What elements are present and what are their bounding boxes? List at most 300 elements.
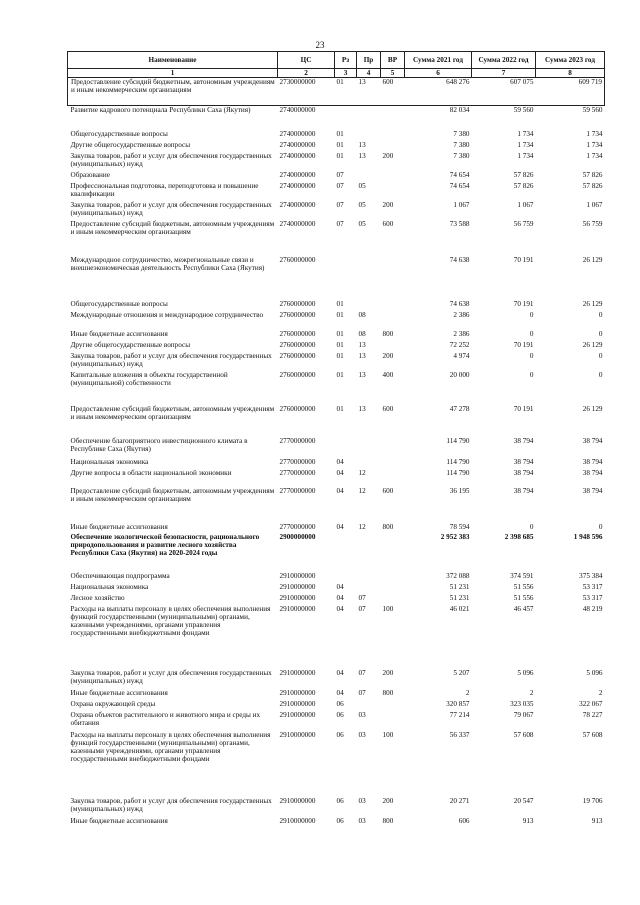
row-vr: [381, 141, 405, 152]
row-cs: 2910000000: [279, 582, 316, 591]
row-sum-2023: 38 794: [582, 468, 603, 477]
row-rz: 04: [336, 582, 344, 591]
row-name: Национальная экономика: [70, 457, 149, 466]
row-vr: 800: [382, 522, 394, 531]
header-sum-2021: Сумма 2021 год: [405, 52, 472, 69]
page-number: 23: [315, 40, 325, 50]
table-row: [68, 817, 605, 828]
row-vr: [381, 572, 405, 583]
row-sum-2021: 372 088: [446, 571, 470, 580]
row-cs: 2910000000: [279, 816, 316, 825]
row-name: Общегосударственные вопросы: [70, 129, 168, 138]
row-name: Иные бюджетные ассигнования: [70, 329, 168, 338]
row-name: Иные бюджетные ассигнования: [70, 816, 168, 825]
table-header-row: [68, 52, 605, 69]
row-cs: 2760000000: [279, 404, 316, 413]
row-sum-2023: 0: [598, 310, 603, 319]
row-rz: 04: [336, 457, 344, 466]
table-row: [68, 106, 605, 130]
header-cs: ЦС: [278, 52, 335, 69]
row-sum-2021: 2 386: [453, 310, 470, 319]
row-name: Лесное хозяйство: [70, 593, 125, 602]
row-sum-2023: 38 794: [582, 457, 603, 466]
table-row: [68, 700, 605, 711]
row-sum-2022: 51 556: [513, 582, 534, 591]
row-pr: 13: [358, 404, 366, 413]
row-sum-2023: 0: [598, 522, 603, 531]
row-sum-2023: 1 734: [586, 151, 603, 160]
row-sum-2022: 0: [529, 522, 534, 531]
row-sum-2022: 57 608: [513, 730, 534, 739]
row-pr: [357, 533, 381, 572]
row-pr: 12: [358, 486, 366, 495]
table-row: [68, 330, 605, 341]
row-rz: 04: [336, 688, 344, 697]
row-rz: 07: [336, 170, 344, 179]
row-sum-2021: 78 594: [449, 522, 470, 531]
row-name: Предоставление субсидий бюджетным, автономным учреждениям и иным некоммерческим организациям: [70, 404, 275, 421]
row-sum-2022: 2 398 685: [504, 532, 534, 541]
row-vr: 800: [382, 329, 394, 338]
row-cs: 2910000000: [279, 668, 316, 677]
row-sum-2021: 20 271: [449, 796, 470, 805]
row-cs: 2740000000: [279, 129, 316, 138]
row-vr: 400: [382, 370, 394, 379]
row-sum-2023: 57 826: [582, 170, 603, 179]
header-rz: Рз: [335, 52, 357, 69]
row-sum-2021: 46 021: [449, 604, 470, 613]
row-cs: 2740000000: [279, 200, 316, 209]
row-sum-2021: 7 380: [453, 129, 470, 138]
row-sum-2022: 46 457: [513, 604, 534, 613]
row-sum-2021: 74 638: [449, 299, 470, 308]
row-name: Обеспечивающая подпрограмма: [70, 571, 170, 580]
row-cs: 2910000000: [279, 571, 316, 580]
row-vr: [381, 711, 405, 731]
row-cs: 2740000000: [279, 219, 316, 228]
row-pr: 05: [358, 181, 366, 190]
row-sum-2021: 82 034: [449, 106, 470, 114]
row-sum-2023: 0: [598, 351, 603, 360]
row-sum-2022: 913: [522, 816, 534, 825]
column-number: 5: [381, 69, 405, 78]
row-sum-2023: 322 067: [579, 699, 603, 708]
row-sum-2023: 53 317: [582, 593, 603, 602]
row-cs: 2910000000: [279, 699, 316, 708]
row-name: Международное сотрудничество, межрегиональные связи и внешнеэкономическая деятельность Республики Саха (Якутия): [70, 255, 265, 272]
row-vr: 600: [382, 219, 394, 228]
row-cs: 2760000000: [279, 255, 316, 264]
row-sum-2021: 114 790: [446, 468, 470, 477]
row-cs: 2910000000: [279, 593, 316, 602]
row-name: Другие общегосударственные вопросы: [70, 340, 191, 349]
row-pr: [357, 583, 381, 594]
row-rz: [335, 572, 357, 583]
row-sum-2023: 375 384: [579, 571, 603, 580]
row-vr: 200: [382, 668, 394, 677]
row-vr: 200: [382, 200, 394, 209]
row-rz: 06: [336, 796, 344, 805]
row-sum-2021: 36 195: [449, 486, 470, 495]
row-sum-2022: 0: [529, 310, 534, 319]
table-row: [68, 371, 605, 405]
row-pr: 07: [358, 668, 366, 677]
row-name: Общегосударственные вопросы: [70, 299, 168, 308]
row-name: Другие вопросы в области национальной экономики: [70, 468, 232, 477]
row-sum-2023: 26 129: [582, 340, 603, 349]
table-row: [68, 669, 605, 689]
row-pr: [357, 437, 381, 458]
row-sum-2022: 0: [529, 329, 534, 338]
row-name: Расходы на выплаты персоналу в целях обеспечения выполнения функций государственными (муниципальными) органами, казенными учреждениями, органами управления государственными внебюджетными фондами: [70, 730, 271, 764]
table-row: [68, 141, 605, 152]
row-rz: 04: [336, 468, 344, 477]
row-vr: [381, 583, 405, 594]
row-pr: 07: [358, 593, 366, 602]
row-cs: 2760000000: [279, 329, 316, 338]
row-name: Национальная экономика: [70, 582, 149, 591]
row-rz: [335, 437, 357, 458]
row-cs: 2760000000: [279, 340, 316, 349]
row-sum-2023: 38 794: [582, 436, 603, 445]
table-row: [68, 605, 605, 669]
row-sum-2021: 51 231: [449, 582, 470, 591]
budget-table: [67, 51, 605, 828]
row-cs: 2910000000: [279, 710, 316, 719]
row-rz: 04: [336, 486, 344, 495]
row-name: Закупка товаров, работ и услуг для обеспечения государственных (муниципальных) нужд: [70, 351, 272, 368]
row-sum-2022: 0: [529, 351, 534, 360]
column-number: 3: [335, 69, 357, 78]
row-cs: 2770000000: [279, 522, 316, 531]
row-cs: 2770000000: [279, 486, 316, 495]
row-pr: 13: [357, 78, 381, 106]
row-sum-2022: 1 734: [517, 129, 534, 138]
row-sum-2022: 79 067: [513, 710, 534, 719]
row-pr: [357, 106, 381, 130]
row-sum-2021: 77 214: [449, 710, 470, 719]
row-sum-2022: 0: [529, 370, 534, 379]
row-vr: 600: [382, 486, 394, 495]
row-sum-2021: 74 654: [449, 170, 470, 179]
row-pr: 05: [358, 200, 366, 209]
row-pr: [357, 130, 381, 141]
row-sum-2021: 1 067: [453, 200, 470, 209]
row-sum-2022: 56 759: [513, 219, 534, 228]
row-rz: 01: [336, 299, 344, 308]
row-rz: 01: [336, 404, 344, 413]
table-row: [68, 311, 605, 330]
table-row: [68, 256, 605, 300]
column-number: 4: [357, 69, 381, 78]
row-sum-2022: 70 191: [513, 299, 534, 308]
row-name: Закупка товаров, работ и услуг для обеспечения государственных (муниципальных) нужд: [70, 796, 272, 813]
row-sum-2021: 20 000: [449, 370, 470, 379]
row-rz: 01: [336, 329, 344, 338]
row-vr: 800: [382, 816, 394, 825]
row-pr: 05: [358, 219, 366, 228]
row-sum-2023: 0: [598, 329, 603, 338]
row-sum-2023: 26 129: [582, 299, 603, 308]
row-cs: 2910000000: [279, 730, 316, 739]
column-number: 7: [472, 69, 536, 78]
row-sum-2022: 38 794: [513, 486, 534, 495]
table-row: [68, 341, 605, 352]
row-sum-2021: 4 974: [453, 351, 470, 360]
row-sum-2023: 38 794: [582, 486, 603, 495]
table-row: [68, 171, 605, 182]
row-vr: [381, 469, 405, 487]
row-vr: [381, 106, 405, 130]
row-name: Обеспечение благоприятного инвестиционного климата в Республике Саха (Якутия): [70, 436, 248, 453]
row-name: Капитальные вложения в объекты государственной (муниципальной) собственности: [70, 370, 228, 387]
row-name: Закупка товаров, работ и услуг для обеспечения государственных (муниципальных) нужд: [70, 200, 272, 217]
row-sum-2021: 2 952 383: [440, 532, 470, 541]
row-vr: [381, 256, 405, 300]
row-sum-2021: 2: [465, 688, 470, 697]
table-row: [68, 152, 605, 171]
row-rz: 04: [336, 522, 344, 531]
row-sum-2021: 7 380: [453, 151, 470, 160]
row-vr: [381, 458, 405, 469]
row-sum-2022: 5 096: [517, 668, 534, 677]
column-number: 1: [68, 69, 278, 78]
table-row: [68, 300, 605, 311]
row-name: Развитие кадрового потенциала Республики Саха (Якутия): [70, 106, 251, 114]
row-sum-2022: 1 734: [517, 151, 534, 160]
row-sum-2023: 26 129: [582, 404, 603, 413]
row-sum-2022: 59 560: [513, 106, 534, 114]
row-vr: 200: [382, 796, 394, 805]
row-sum-2022: 57 826: [513, 170, 534, 179]
row-sum-2023: 0: [598, 370, 603, 379]
row-sum-2021: 47 278: [449, 404, 470, 413]
row-pr: 13: [358, 351, 366, 360]
row-rz: [335, 106, 357, 130]
row-name: Обеспечение экологической безопасности, рационального природопользования и развитие лесного хозяйства Республики Саха (Якутия) на 2020-2024 годы: [70, 532, 260, 558]
row-sum-2021: 72 252: [449, 340, 470, 349]
row-vr: 200: [382, 351, 394, 360]
row-sum-2023: 1 948 596: [573, 532, 603, 541]
table-row: [68, 220, 605, 256]
row-sum-2023: 913: [591, 816, 603, 825]
table-row: [68, 469, 605, 487]
row-rz: 07: [336, 219, 344, 228]
row-pr: [357, 458, 381, 469]
row-sum-2021: 606: [458, 816, 470, 825]
table-body: [68, 78, 605, 828]
row-cs: 2910000000: [279, 796, 316, 805]
row-sum-2023: 59 560: [582, 106, 603, 114]
row-vr: 600: [381, 78, 405, 106]
column-number-row: [68, 69, 605, 78]
row-rz: [335, 256, 357, 300]
row-sum-2023: 48 219: [582, 604, 603, 613]
row-pr: [357, 700, 381, 711]
row-sum-2022: 38 794: [513, 436, 534, 445]
row-name: Расходы на выплаты персоналу в целях обеспечения выполнения функций государственными (муниципальными) органами, казенными учреждениями, органами управления государственными внебюджетными фондами: [70, 604, 271, 638]
row-sum-2021: 114 790: [446, 436, 470, 445]
row-sum-2023: 57 608: [582, 730, 603, 739]
row-cs: 2740000000: [279, 140, 316, 149]
row-vr: [381, 171, 405, 182]
table-row: [68, 594, 605, 605]
row-cs: 2770000000: [279, 468, 316, 477]
row-rz: 06: [336, 699, 344, 708]
table-row: [68, 523, 605, 533]
table-row: [68, 689, 605, 700]
row-cs: 2740000000: [279, 181, 316, 190]
row-sum-2022: 1 734: [517, 140, 534, 149]
table-row: [68, 711, 605, 731]
row-sum-2022: 38 794: [513, 457, 534, 466]
header-sum-2023: Сумма 2023 год: [536, 52, 605, 69]
row-name: Предоставление субсидий бюджетным, автономным учреждениям и иным некоммерческим организациям: [70, 219, 275, 236]
row-vr: [381, 182, 405, 201]
row-pr: 07: [358, 604, 366, 613]
row-rz: 06: [336, 710, 344, 719]
row-cs: 2760000000: [279, 310, 316, 319]
row-cs: 2770000000: [279, 457, 316, 466]
row-rz: 04: [336, 593, 344, 602]
row-rz: 01: [336, 310, 344, 319]
row-pr: [357, 300, 381, 311]
row-sum-2023: 1 734: [586, 129, 603, 138]
row-rz: 06: [336, 816, 344, 825]
row-sum-2023: 26 129: [582, 255, 603, 264]
row-rz: 01: [336, 140, 344, 149]
table-row: [68, 130, 605, 141]
row-sum-2022: 607 075: [472, 78, 536, 106]
row-vr: 100: [382, 730, 394, 739]
table-row: [68, 731, 605, 797]
column-number: 6: [405, 69, 472, 78]
row-cs: 2910000000: [279, 688, 316, 697]
row-sum-2022: 70 191: [513, 404, 534, 413]
row-sum-2021: 7 380: [453, 140, 470, 149]
row-sum-2022: 70 191: [513, 340, 534, 349]
row-name: Профессиональная подготовка, переподготовка и повышение квалификации: [70, 181, 259, 198]
row-sum-2021: 320 857: [446, 699, 470, 708]
row-rz: 01: [336, 370, 344, 379]
row-name: Другие общегосударственные вопросы: [70, 140, 191, 149]
row-name: Закупка товаров, работ и услуг для обеспечения государственных (муниципальных) нужд: [70, 668, 272, 685]
row-pr: [357, 572, 381, 583]
row-sum-2021: 51 231: [449, 593, 470, 602]
table-row: [68, 458, 605, 469]
row-sum-2021: 74 654: [449, 181, 470, 190]
row-sum-2023: 2: [598, 688, 603, 697]
row-sum-2021: 74 638: [449, 255, 470, 264]
row-pr: 12: [358, 522, 366, 531]
row-cs: 2900000000: [279, 532, 316, 541]
header-sum-2022: Сумма 2022 год: [472, 52, 536, 69]
row-pr: 12: [358, 468, 366, 477]
row-rz: 01: [336, 151, 344, 160]
row-name: Иные бюджетные ассигнования: [70, 688, 168, 697]
row-sum-2022: 51 556: [513, 593, 534, 602]
row-pr: 13: [358, 140, 366, 149]
row-sum-2023: 19 706: [582, 796, 603, 805]
row-pr: [357, 256, 381, 300]
column-number: 2: [278, 69, 335, 78]
row-sum-2022: 2: [529, 688, 534, 697]
row-rz: 01: [336, 129, 344, 138]
row-pr: 13: [358, 370, 366, 379]
row-pr: 03: [358, 796, 366, 805]
row-sum-2023: 53 317: [582, 582, 603, 591]
row-rz: 07: [336, 200, 344, 209]
row-name: Охрана объектов растительного и животного мира и среды их обитания: [70, 710, 261, 727]
row-vr: [381, 533, 405, 572]
row-pr: 03: [358, 816, 366, 825]
row-pr: 13: [358, 151, 366, 160]
row-rz: 01: [335, 78, 357, 106]
table-row: [68, 201, 605, 220]
row-name: Охрана окружающей среды: [70, 699, 156, 708]
row-sum-2021: 73 588: [449, 219, 470, 228]
row-cs: 2760000000: [279, 370, 316, 379]
row-vr: 600: [382, 404, 394, 413]
row-vr: 100: [382, 604, 394, 613]
row-pr: [357, 171, 381, 182]
row-sum-2021: 648 276: [405, 78, 472, 106]
table-row: [68, 533, 605, 572]
row-rz: 07: [336, 181, 344, 190]
table-row: [68, 182, 605, 201]
row-vr: 200: [382, 151, 394, 160]
row-sum-2022: 323 035: [510, 699, 534, 708]
row-cs: 2770000000: [279, 436, 316, 445]
row-rz: 01: [336, 351, 344, 360]
header-vr: ВР: [381, 52, 405, 69]
header-pr: Пр: [357, 52, 381, 69]
row-rz: 01: [336, 340, 344, 349]
row-sum-2021: 5 207: [453, 668, 470, 677]
row-vr: [381, 700, 405, 711]
row-name: Международные отношения и международное сотрудничество: [70, 310, 264, 319]
row-name: Иные бюджетные ассигнования: [70, 522, 168, 531]
row-sum-2021: 56 337: [449, 730, 470, 739]
row-sum-2023: 5 096: [586, 668, 603, 677]
table-row: [68, 797, 605, 817]
row-name: Закупка товаров, работ и услуг для обеспечения государственных (муниципальных) нужд: [70, 151, 272, 168]
row-sum-2022: 70 191: [513, 255, 534, 264]
row-cs: 2740000000: [279, 170, 316, 179]
row-name: Образование: [70, 170, 110, 179]
row-sum-2022: 20 547: [513, 796, 534, 805]
row-sum-2021: 114 790: [446, 457, 470, 466]
row-sum-2023: 57 826: [582, 181, 603, 190]
row-sum-2022: 1 067: [517, 200, 534, 209]
row-vr: [381, 300, 405, 311]
table-row: [68, 405, 605, 437]
row-vr: [381, 311, 405, 330]
row-sum-2023: 56 759: [582, 219, 603, 228]
table-row: [68, 487, 605, 523]
header-name: Наименование: [68, 52, 278, 69]
row-vr: [381, 437, 405, 458]
row-vr: [381, 594, 405, 605]
row-cs: 2760000000: [279, 351, 316, 360]
row-pr: 07: [358, 688, 366, 697]
row-sum-2023: 609 719: [536, 78, 605, 106]
row-cs: 2910000000: [279, 604, 316, 613]
row-sum-2022: 57 826: [513, 181, 534, 190]
row-sum-2023: 1 734: [586, 140, 603, 149]
budget-table-container: [67, 51, 604, 828]
row-vr: [381, 341, 405, 352]
